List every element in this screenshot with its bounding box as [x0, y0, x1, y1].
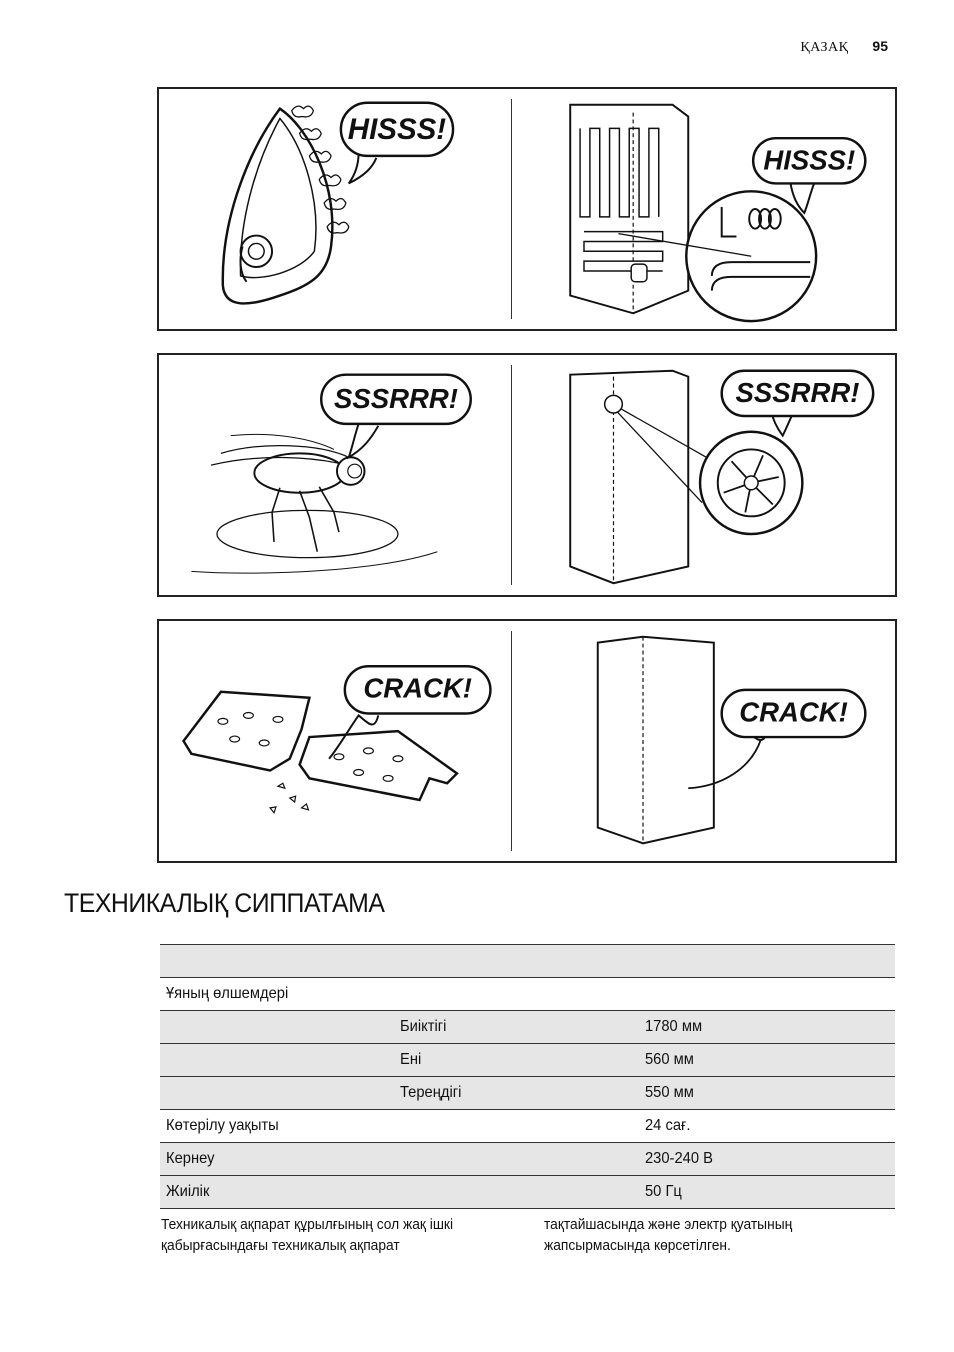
- footnote-line: жапсырмасында көрсетілген.: [544, 1237, 731, 1254]
- table-cell-c3: [639, 1044, 895, 1077]
- table-cell-text: Кернеу: [166, 1150, 215, 1167]
- table-cell-c1: [160, 1044, 394, 1077]
- table-row: [160, 945, 895, 978]
- page-header: [800, 38, 888, 56]
- buzz-sound-label: SSSRRR!: [735, 377, 860, 409]
- footnote-left: [161, 1214, 531, 1256]
- spec-table: [160, 944, 895, 1209]
- table-cell-c3: [639, 1176, 895, 1209]
- table-cell-text: Тереңдігі: [400, 1084, 462, 1101]
- table-cell-text: 1780 мм: [645, 1018, 703, 1035]
- buzz-sound-label: SSSRRR!: [334, 383, 458, 415]
- fridge-back-coil-illustration: [512, 89, 895, 329]
- table-cell-c2: [394, 1011, 639, 1044]
- table-cell-c1: [160, 1176, 394, 1209]
- table-row: [160, 1077, 895, 1110]
- table-row: [160, 1176, 895, 1209]
- steam-iron-illustration: [159, 89, 511, 329]
- fridge-crack-illustration: [512, 621, 895, 861]
- table-cell-c1: [160, 978, 394, 1011]
- crack-sound-label: CRACK!: [739, 696, 848, 728]
- table-cell-text: 50 Гц: [645, 1183, 682, 1200]
- table-cell-c3: [639, 1143, 895, 1176]
- table-cell-c2: [394, 1044, 639, 1077]
- table-cell-c3: [639, 978, 895, 1011]
- illustration-panel-hiss: [157, 87, 897, 331]
- table-cell-text: 230-240 В: [645, 1150, 713, 1167]
- table-cell-c2: [394, 1176, 639, 1209]
- table-cell-c2: [394, 1077, 639, 1110]
- hiss-sound-label: HISSS!: [347, 113, 447, 147]
- table-cell-text: Биіктігі: [400, 1018, 447, 1035]
- table-cell-text: 24 сағ.: [645, 1117, 691, 1134]
- illustration-panel-buzz: [157, 353, 897, 597]
- fly-illustration: [159, 355, 511, 595]
- table-row: [160, 1110, 895, 1143]
- footnote-line: Техникалық ақпарат құрылғының сол жақ ішкі: [161, 1216, 454, 1233]
- crack-sound-label: CRACK!: [363, 672, 472, 704]
- table-cell-c3: [639, 1077, 895, 1110]
- footnote-line: қабырғасындағы техникалық ақпарат: [161, 1237, 400, 1254]
- table-cell-c1: [160, 1011, 394, 1044]
- cracker-illustration: [159, 621, 511, 861]
- table-cell-c2: [394, 1110, 639, 1143]
- illustration-panel-crack: [157, 619, 897, 863]
- table-cell-c2: [394, 978, 639, 1011]
- table-cell-c1: [160, 945, 394, 978]
- spec-table-body: [160, 945, 895, 1209]
- table-cell-c3: [639, 1011, 895, 1044]
- footnote-line: тақтайшасында және электр қуатының: [544, 1216, 793, 1233]
- table-cell-c3: [639, 1110, 895, 1143]
- language-label: ҚАЗАҚ: [800, 40, 849, 55]
- table-row: [160, 1143, 895, 1176]
- footnote-right: [544, 1214, 894, 1256]
- table-cell-c1: [160, 1077, 394, 1110]
- table-row: [160, 1044, 895, 1077]
- table-cell-c3: [639, 945, 895, 978]
- table-cell-text: Ені: [400, 1051, 422, 1068]
- table-cell-c1: [160, 1110, 394, 1143]
- table-cell-text: 560 мм: [645, 1051, 694, 1068]
- hiss-sound-label: HISSS!: [763, 144, 856, 176]
- table-cell-c2: [394, 945, 639, 978]
- table-cell-text: 550 мм: [645, 1084, 694, 1101]
- fridge-fan-illustration: [512, 355, 895, 595]
- section-title: ТЕХНИКАЛЫҚ СИППАТАМА: [64, 888, 385, 918]
- table-cell-c1: [160, 1143, 394, 1176]
- table-cell-text: Көтерілу уақыты: [166, 1117, 279, 1134]
- table-row: [160, 1011, 895, 1044]
- table-cell-text: Жиілік: [166, 1183, 210, 1200]
- page-number: 95: [872, 38, 888, 54]
- table-cell-c2: [394, 1143, 639, 1176]
- table-cell-text: Ұяның өлшемдері: [166, 985, 289, 1002]
- table-row: [160, 978, 895, 1011]
